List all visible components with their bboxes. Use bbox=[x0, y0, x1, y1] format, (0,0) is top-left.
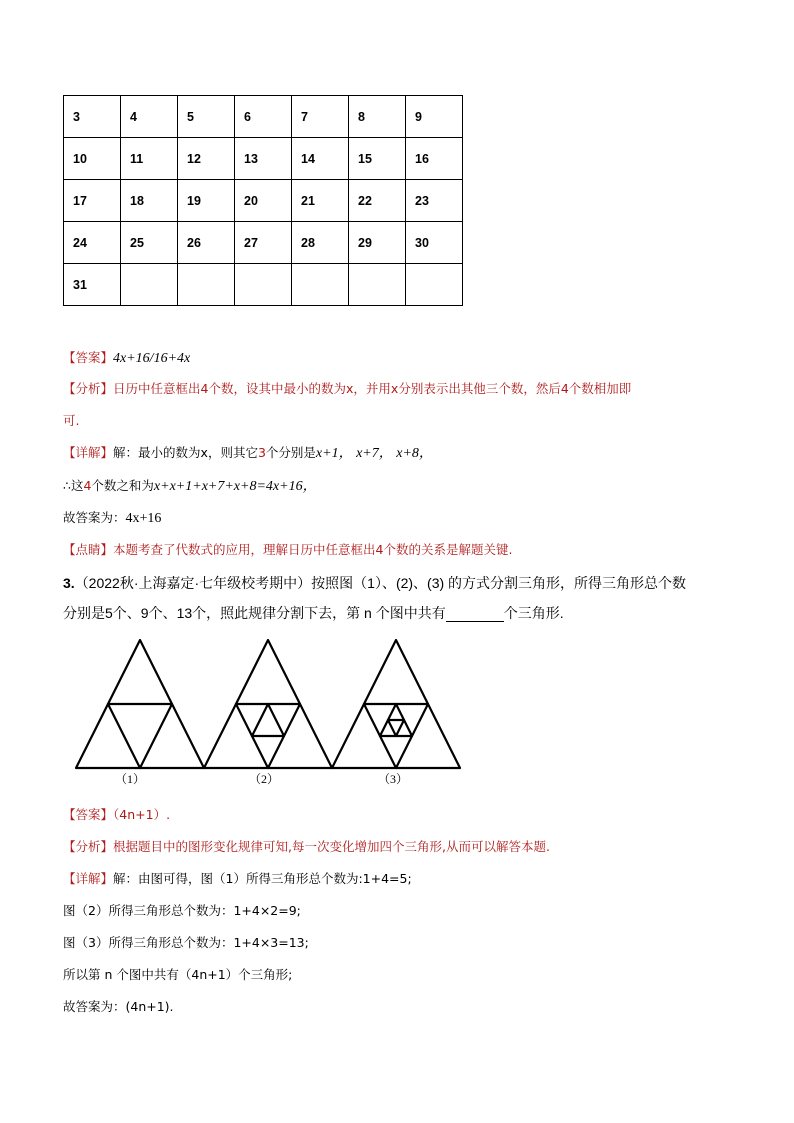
detail-text: 个分别是 bbox=[265, 445, 316, 460]
calendar-cell: 6 bbox=[235, 96, 292, 138]
point-text: 个数的关系是解题关键. bbox=[383, 542, 513, 557]
calendar-cell: 19 bbox=[178, 180, 235, 222]
calendar-cell: 23 bbox=[406, 180, 463, 222]
answer-tag: 【答案】 bbox=[63, 350, 114, 365]
question-text: （2022秋·上海嘉定·七年级校考期中）按照图（1）、(2)、(3) 的方式分割三角形，所得三角形总个数 bbox=[74, 575, 687, 591]
sum-expression: x+x+1+x+7+x+8=4x+16， bbox=[153, 479, 317, 494]
calendar-row bbox=[64, 222, 463, 264]
calendar-cell: 30 bbox=[406, 222, 463, 264]
q2-point bbox=[63, 541, 512, 559]
triangle-figure-1 bbox=[76, 640, 204, 768]
result-text: 故答案为： bbox=[63, 510, 126, 525]
answer-blank bbox=[446, 607, 504, 622]
calendar-cell: 20 bbox=[235, 180, 292, 222]
detail-text: ，则其它 bbox=[207, 445, 258, 460]
q3-analysis bbox=[63, 838, 550, 856]
question-number: 3. bbox=[63, 575, 75, 591]
q3-detail-3: 图（3）所得三角形总个数为：1+4×3=13; bbox=[63, 935, 309, 950]
question-text: 分别是5个、9个、13个，照此规律分割下去，第 n 个图中共有 bbox=[63, 605, 446, 621]
calendar-cell: 11 bbox=[121, 138, 178, 180]
q3-stem-line2 bbox=[63, 604, 564, 622]
q2-detail bbox=[63, 444, 433, 463]
calendar-cell: 21 bbox=[292, 180, 349, 222]
calendar-cell: 7 bbox=[292, 96, 349, 138]
calendar-cell: 15 bbox=[349, 138, 406, 180]
calendar-cell bbox=[235, 264, 292, 306]
q2-sum bbox=[63, 477, 317, 496]
q3-stem-line1 bbox=[63, 574, 686, 592]
analysis-text: 日历中任意框出 bbox=[113, 381, 201, 396]
detail-expression: x+1， x+7， x+8， bbox=[315, 446, 433, 461]
sum-text: ∴这 bbox=[63, 478, 84, 493]
answer-expression: 4x+16/16+4x bbox=[113, 351, 191, 366]
analysis-tag: 【分析】 bbox=[63, 381, 114, 396]
detail-text: 解：由图可得，图（1）所得三角形总个数为:1+4=5; bbox=[113, 871, 412, 886]
q3-detail-4: 所以第 n 个图中共有（4n+1）个三角形; bbox=[63, 967, 293, 982]
q2-result bbox=[63, 509, 161, 528]
calendar-cell: 3 bbox=[64, 96, 121, 138]
analysis-text: ，并用 bbox=[353, 381, 391, 396]
point-tag: 【点睛】 bbox=[63, 542, 114, 557]
analysis-text: 根据题目中的图形变化规律可知,每一次变化增加四个三角形,从而可以解答本题. bbox=[113, 839, 550, 854]
analysis-number: 4 bbox=[560, 381, 569, 396]
calendar-cell: 14 bbox=[292, 138, 349, 180]
detail-tag: 【详解】 bbox=[63, 871, 114, 886]
analysis-text: 个数相加即 bbox=[568, 381, 632, 396]
q2-answer bbox=[63, 349, 190, 368]
triangle-figure-2 bbox=[204, 640, 332, 768]
calendar-cell bbox=[178, 264, 235, 306]
calendar-cell: 28 bbox=[292, 222, 349, 264]
analysis-variable: x bbox=[346, 381, 354, 396]
q3-detail-2: 图（2）所得三角形总个数为：1+4×2=9; bbox=[63, 903, 301, 918]
calendar-cell: 25 bbox=[121, 222, 178, 264]
calendar-cell: 12 bbox=[178, 138, 235, 180]
question-text: 个三角形. bbox=[503, 605, 564, 621]
calendar-cell: 10 bbox=[64, 138, 121, 180]
q3-result: 故答案为：(4n+1). bbox=[63, 999, 174, 1014]
triangle-figure-3 bbox=[332, 640, 460, 768]
calendar-cell: 17 bbox=[64, 180, 121, 222]
calendar-cell bbox=[121, 264, 178, 306]
calendar-cell: 8 bbox=[349, 96, 406, 138]
calendar-table bbox=[63, 95, 463, 306]
calendar-cell: 4 bbox=[121, 96, 178, 138]
q3-detail-1 bbox=[63, 870, 412, 888]
calendar-cell: 18 bbox=[121, 180, 178, 222]
calendar-cell: 5 bbox=[178, 96, 235, 138]
analysis-text: 分别表示出其他三个数，然后 bbox=[398, 381, 561, 396]
sum-number: 4 bbox=[83, 478, 92, 493]
calendar-cell: 26 bbox=[178, 222, 235, 264]
detail-number: 3 bbox=[257, 445, 266, 460]
analysis-tag: 【分析】 bbox=[63, 839, 114, 854]
analysis-number: 4 bbox=[200, 381, 209, 396]
figure-caption-1: （1） bbox=[115, 772, 146, 786]
point-text: 本题考查了代数式的应用，理解日历中任意框出 bbox=[113, 542, 376, 557]
analysis-variable: x bbox=[390, 381, 399, 396]
sum-text: 个数之和为 bbox=[91, 478, 154, 493]
calendar-cell: 27 bbox=[235, 222, 292, 264]
detail-text: 解：最小的数为 bbox=[113, 445, 201, 460]
calendar-row bbox=[64, 96, 463, 138]
calendar-row bbox=[64, 138, 463, 180]
point-number: 4 bbox=[375, 542, 384, 557]
calendar-cell bbox=[292, 264, 349, 306]
analysis-text: 个数，设其中最小的数为 bbox=[208, 381, 346, 396]
detail-variable: x bbox=[200, 445, 208, 460]
answer-tag: 【答案】 bbox=[63, 807, 114, 822]
calendar-cell bbox=[406, 264, 463, 306]
calendar-cell: 24 bbox=[64, 222, 121, 264]
calendar-cell: 29 bbox=[349, 222, 406, 264]
q2-analysis-line2: 可. bbox=[63, 413, 80, 428]
figure-caption-2: （2） bbox=[249, 772, 280, 786]
calendar-cell: 22 bbox=[349, 180, 406, 222]
result-expression: 4x+16 bbox=[125, 511, 162, 526]
calendar-cell: 16 bbox=[406, 138, 463, 180]
calendar-row bbox=[64, 264, 463, 306]
q3-answer bbox=[63, 806, 170, 824]
calendar-cell: 13 bbox=[235, 138, 292, 180]
calendar-cell bbox=[349, 264, 406, 306]
calendar-cell: 31 bbox=[64, 264, 121, 306]
q2-analysis-line1 bbox=[63, 380, 631, 398]
calendar-row bbox=[64, 180, 463, 222]
answer-expression: （4n+1）. bbox=[113, 807, 171, 822]
calendar-cell: 9 bbox=[406, 96, 463, 138]
triangle-figures bbox=[70, 636, 464, 770]
figure-caption-3: （3） bbox=[378, 772, 409, 786]
detail-tag: 【详解】 bbox=[63, 445, 114, 460]
